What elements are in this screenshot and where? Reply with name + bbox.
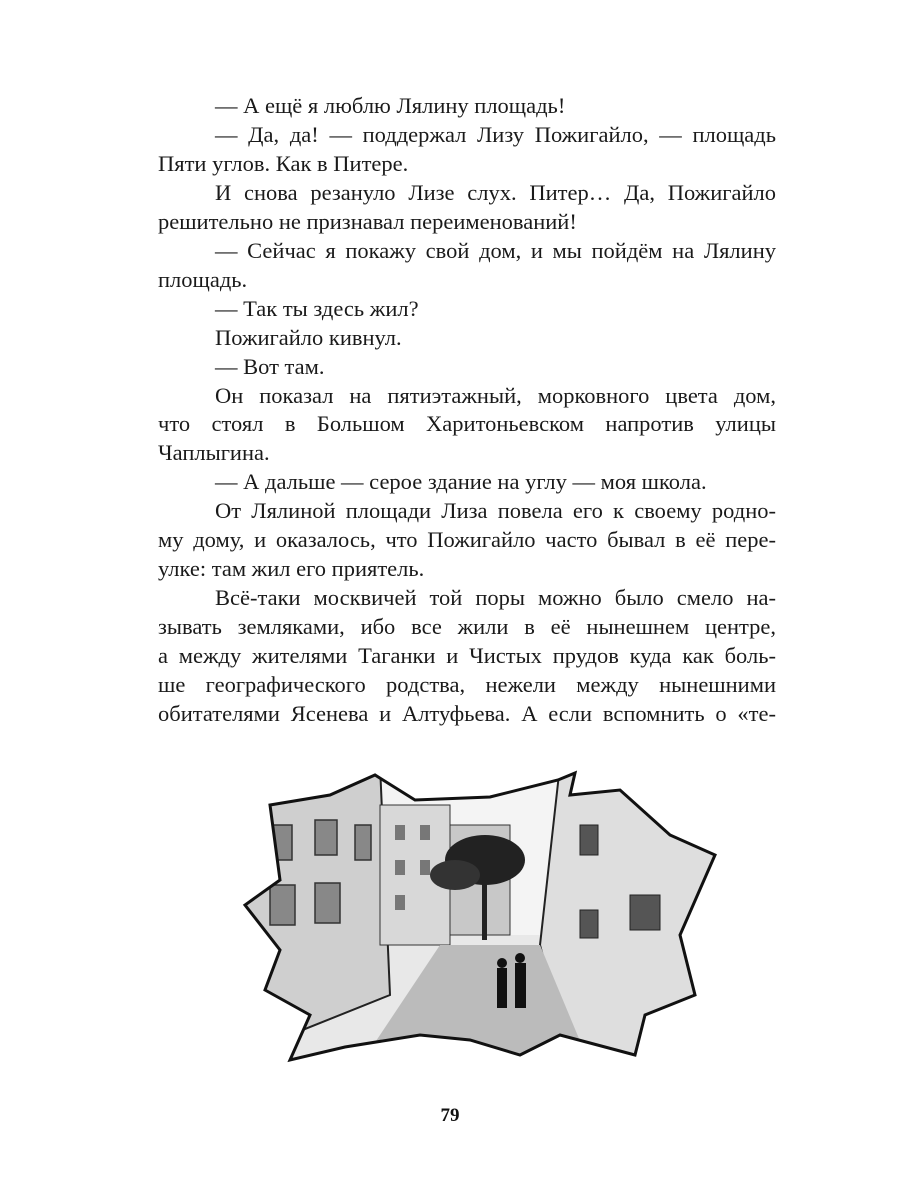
text-line: обитателями Ясенева и Алтуфьева. А если вспомнить о «те-	[158, 701, 776, 727]
text-line: Пяти углов. Как в Питере.	[158, 150, 409, 176]
text-line: — А ещё я люблю Лялину площадь!	[215, 93, 566, 118]
text-line: — Вот там.	[215, 353, 325, 379]
text-line: Пожигайло кивнул.	[215, 324, 402, 350]
body-text	[158, 92, 776, 729]
text-line: Всё-таки москвичей той поры можно было смело на-	[215, 585, 776, 611]
text-line: решительно не признавал переименований!	[158, 208, 577, 234]
text-line: От Лялиной площади Лиза повела его к своему родно-	[215, 498, 776, 524]
text-line: площадь.	[158, 266, 248, 292]
street-illustration	[240, 765, 720, 1065]
text-line: а между жителями Таганки и Чистых прудов куда как боль-	[158, 643, 776, 669]
text-line: му дому, и оказалось, что Пожигайло часто бывал в её пере-	[158, 527, 776, 553]
text-line: — Да, да! — поддержал Лизу Пожигайло, — площадь	[215, 121, 776, 147]
text-line: ше географического родства, нежели между нынешними	[158, 672, 776, 698]
page-number: 79	[440, 1105, 460, 1126]
text-line: — Сейчас я покажу свой дом, и мы пойдём на Лялину	[215, 237, 776, 263]
text-line: улке: там жил его приятель.	[158, 556, 425, 582]
text-line: зывать земляками, ибо все жили в её нынешнем центре,	[158, 614, 776, 640]
text-line: что стоял в Большом Харитоньевском напротив улицы	[158, 411, 776, 437]
text-line: — А дальше — серое здание на углу — моя школа.	[215, 469, 707, 495]
text-line: Чаплыгина.	[158, 440, 270, 466]
text-line: И снова резануло Лизе слух. Питер… Да, Пожигайло	[215, 179, 776, 205]
text-line: Он показал на пятиэтажный, морковного цвета дом,	[215, 382, 776, 408]
text-line: — Так ты здесь жил?	[215, 295, 419, 321]
